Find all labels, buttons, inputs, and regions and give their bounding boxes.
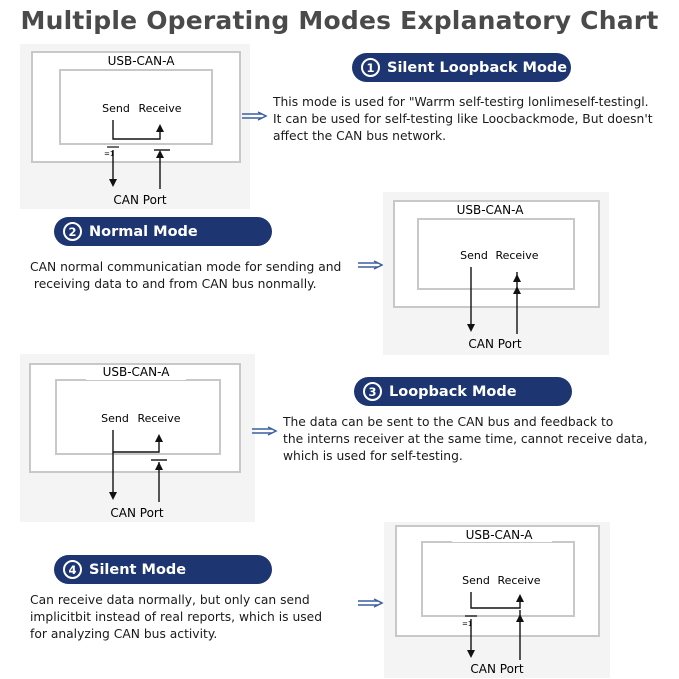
- mode-3-description: [283, 414, 647, 465]
- box-label: USB-CAN-A: [465, 528, 533, 542]
- mode-2-number: 2: [63, 222, 82, 241]
- mode-2-name: Normal Mode: [89, 223, 198, 240]
- normal-mode-diagram: [383, 192, 609, 355]
- mode-4-badge: [54, 555, 272, 584]
- tick-label: =1: [462, 620, 473, 628]
- double-arrow-icon: [242, 111, 268, 121]
- box-label: USB-CAN-A: [456, 203, 524, 217]
- page-title: Multiple Operating Modes Explanatory Chart: [20, 6, 659, 35]
- mode-1-number: 1: [361, 58, 380, 77]
- description-line: which is used for self-testing.: [283, 449, 463, 463]
- mode-3-badge: [354, 377, 572, 406]
- mode-1-name: Silent Loopback Mode: [387, 59, 568, 76]
- description-line: This mode is used for "Warrm self-testirg lonlimeself-testingl.: [273, 95, 649, 109]
- box-label: USB-CAN-A: [102, 365, 170, 379]
- can-port-label: CAN Port: [470, 662, 524, 676]
- mode-2-description: [30, 259, 341, 293]
- can-port-label: CAN Port: [113, 193, 167, 207]
- loopback-diagram: [20, 354, 255, 522]
- receive-label: Receive: [137, 412, 181, 425]
- receive-label: Receive: [495, 249, 539, 262]
- box-label: USB-CAN-A: [107, 54, 175, 68]
- mode-3-number: 3: [363, 382, 382, 401]
- description-line: affect the CAN bus network.: [273, 129, 447, 143]
- description-line: for analyzing CAN bus activity.: [30, 627, 218, 641]
- mode-2-badge: [54, 217, 272, 246]
- mode-4-number: 4: [63, 560, 82, 579]
- description-line: It can be used for self-testing like Loocbackmode, But doesn't: [273, 112, 653, 126]
- silent-loopback-diagram: [20, 44, 250, 209]
- can-port-label: CAN Port: [468, 337, 522, 351]
- description-line: CAN normal communicatian mode for sending and: [30, 260, 342, 274]
- silent-mode-diagram: [384, 522, 610, 678]
- receive-label: Receive: [138, 102, 182, 115]
- mode-1-badge: [352, 53, 571, 82]
- send-label: Send: [102, 102, 130, 115]
- mode-4-name: Silent Mode: [89, 561, 187, 578]
- description-line: implicitbit instead of real reports, which is used: [30, 610, 323, 624]
- description-line: The data can be sent to the CAN bus and feedback to: [283, 415, 614, 429]
- description-line: the interns receiver at the same time, cannot receive data,: [283, 432, 648, 446]
- mode-4-description: [30, 592, 322, 643]
- can-port-label: CAN Port: [110, 506, 164, 520]
- description-line: receiving data to and from CAN bus nonmally.: [30, 277, 317, 291]
- double-arrow-icon: [358, 260, 384, 270]
- receive-label: Receive: [497, 574, 541, 587]
- send-label: Send: [101, 412, 129, 425]
- send-label: Send: [460, 249, 488, 262]
- double-arrow-icon: [252, 426, 278, 436]
- description-line: Can receive data normally, but only can send: [30, 593, 310, 607]
- tick-label: =1: [104, 150, 115, 158]
- inner-frame: [60, 70, 212, 144]
- send-label: Send: [462, 574, 490, 587]
- mode-1-description: [273, 94, 653, 145]
- double-arrow-icon: [358, 598, 384, 608]
- mode-3-name: Loopback Mode: [389, 383, 517, 400]
